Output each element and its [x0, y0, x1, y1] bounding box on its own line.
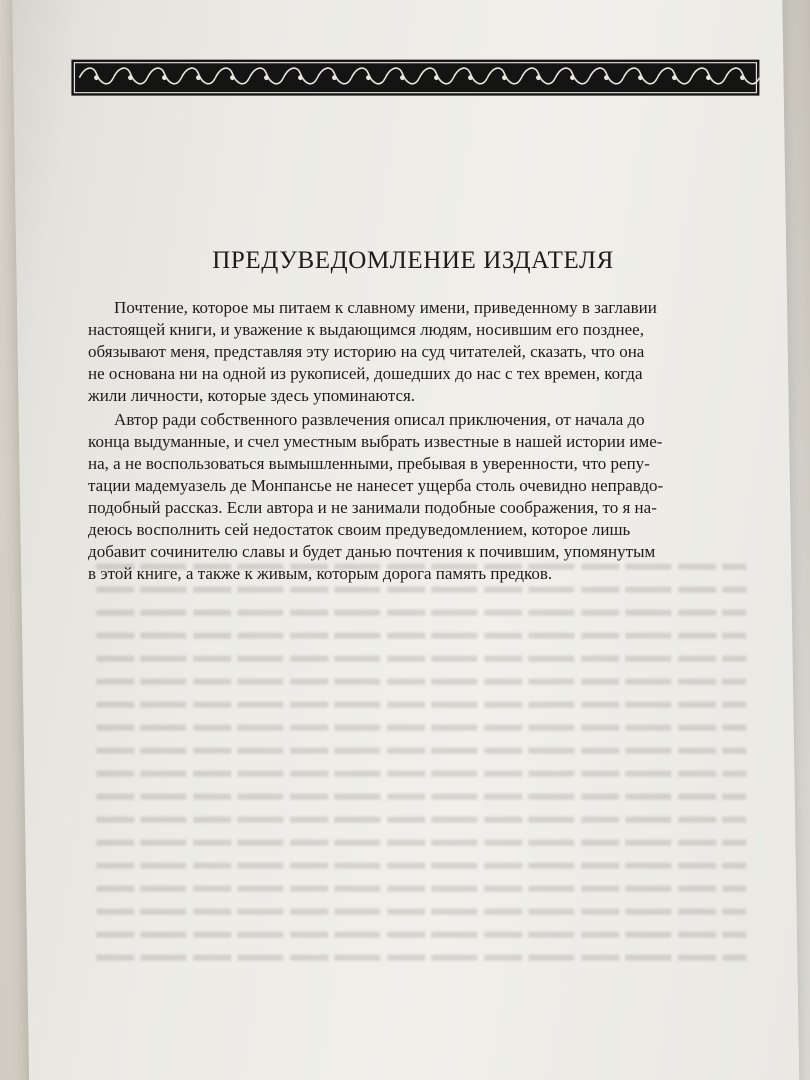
- ornament-bud: [604, 75, 609, 80]
- ornament-bud: [536, 75, 541, 80]
- ornament-bud: [128, 75, 133, 80]
- ornament-bud: [740, 75, 745, 80]
- book-page: [12, 0, 799, 1080]
- show-through-text: [96, 564, 746, 974]
- ornament-bud: [638, 75, 643, 80]
- ornament-bud: [162, 75, 167, 80]
- floral-scroll-band-icon: [71, 60, 759, 96]
- ornament-bud: [502, 75, 507, 80]
- ornament-bud: [400, 75, 405, 80]
- preface-text-block: [88, 247, 708, 585]
- ornament-bud: [672, 75, 677, 80]
- ornament-bud: [230, 75, 235, 80]
- ornament-bud: [332, 75, 337, 80]
- page-title: ПРЕДУВЕДОМЛЕНИЕ ИЗДАТЕЛЯ: [212, 246, 614, 274]
- ornament-bud: [570, 75, 575, 80]
- ornament-bud: [468, 75, 473, 80]
- ornament-bud: [434, 75, 439, 80]
- ornament-bud: [366, 75, 371, 80]
- ornament-bud: [264, 75, 269, 80]
- paragraph-1: Почтение, которое мы питаем к славному имени, приведенному в заглавии настоящей книги, и уважение к выдающимся людям, носившим его позднее, обязывают меня, представляя эту историю на суд читателей, сказать, что она не основана ни на одной из рукописей, дошедших до нас с тех времен, когда жили личности, которые здесь упоминаются.: [88, 297, 657, 405]
- ornament-bud: [94, 75, 99, 80]
- paragraph-2: Автор ради собственного развлечения описал приключения, от начала до конца выдуманные, и счел уместным выбрать известные в нашей истории име- на, а не воспользоваться вымышленными, пребывая в уверенности, что репу- тации мадемуазель де Монпансье не нанесет ущерба столь очевидно неправдо- подобный рассказ. Если автора и не занимали подобные соображения, то я на- деюсь восполнить сей недостаток своим предуведомлением, которое лишь добавит сочинителю славы и будет данью почтения к почившим, упомянутым в этой книге, а также к живым, которым дорога память предков.: [88, 409, 664, 583]
- ornament-bud: [706, 75, 711, 80]
- ornament-bud: [196, 75, 201, 80]
- ornament-bud: [298, 75, 303, 80]
